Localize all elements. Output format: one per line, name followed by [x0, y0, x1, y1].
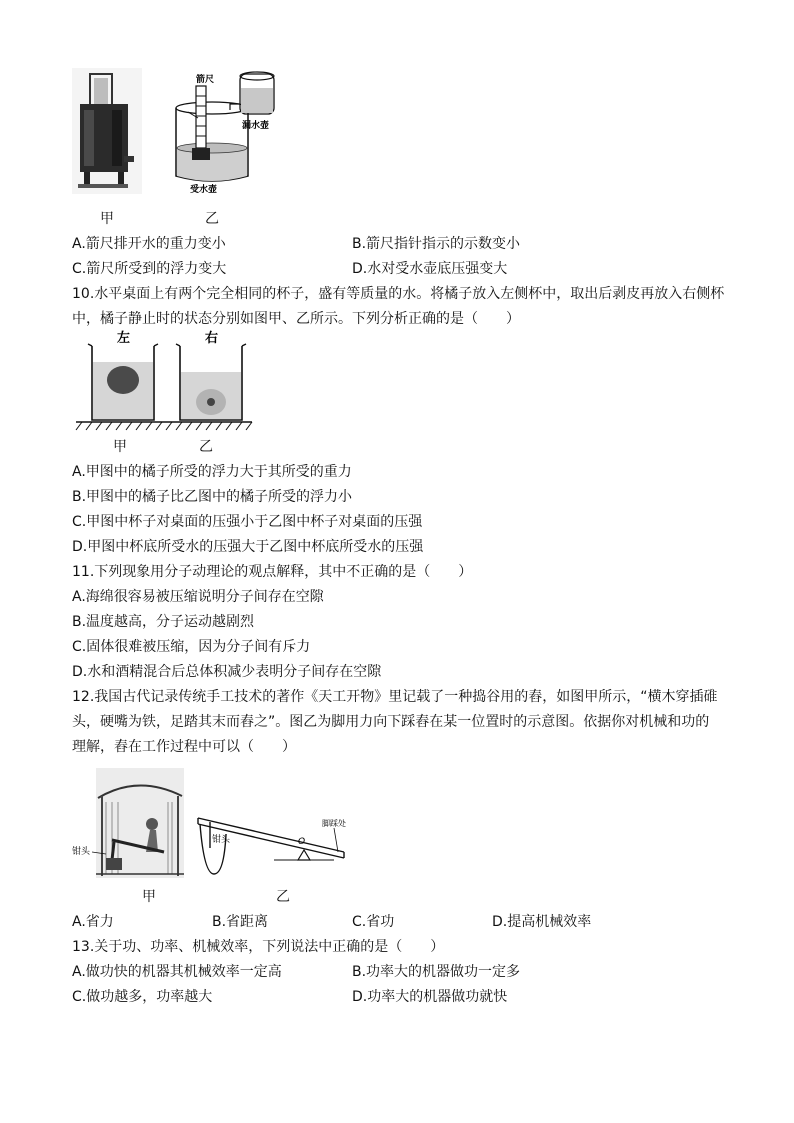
q11-option-b: B.温度越高，分子运动越剧烈	[72, 614, 255, 630]
q12-caption-yi: 乙	[276, 889, 290, 905]
q10-caption-yi: 乙	[199, 439, 213, 455]
q11-option-d: D.水和酒精混合后总体积减少表明分子间存在空隙	[72, 664, 382, 680]
q9-option-c: C.箭尺所受到的浮力变大	[72, 261, 227, 277]
q10-option-d: D.甲图中杯底所受水的压强大于乙图中杯底所受水的压强	[72, 539, 424, 555]
q13-option-d: D.功率大的机器做功就快	[352, 989, 508, 1005]
q11-option-a: A.海绵很容易被压缩说明分子间存在空隙	[72, 589, 324, 605]
q12-stem-line-3: 理解，舂在工作过程中可以（ ）	[72, 739, 296, 755]
q10-stem-line-1: 10.水平桌面上有两个完全相同的杯子，盛有等质量的水。将橘子放入左侧杯中，取出后剥皮再放入右侧杯	[72, 286, 725, 302]
q10-stem-line-2: 中，橘子静止时的状态分别如图甲、乙所示。下列分析正确的是（ ）	[72, 311, 520, 327]
q10-option-a: A.甲图中的橘子所受的浮力大于其所受的重力	[72, 464, 352, 480]
label-pivot-o: O	[298, 837, 306, 847]
label-right: 右	[205, 331, 219, 346]
label-foot: 脚踩处	[322, 819, 346, 828]
label-chui-tou-jia: 钳头	[72, 847, 91, 857]
q12-caption-jia: 甲	[142, 889, 156, 905]
q12-option-c: C.省功	[352, 914, 395, 930]
label-lou-shui-hu: 漏水壶	[242, 121, 270, 131]
q12-option-a: A.省力	[72, 914, 114, 930]
label-jian-chi: 箭尺	[196, 75, 215, 85]
q13-stem: 13.关于功、功率、机械效率，下列说法中正确的是（ ）	[72, 939, 445, 955]
q11-stem: 11.下列现象用分子动理论的观点解释，其中不正确的是（ ）	[72, 564, 473, 580]
q10-caption-jia: 甲	[113, 439, 127, 455]
q12-option-d: D.提高机械效率	[492, 914, 592, 930]
q12-figure-jia	[72, 768, 184, 878]
water-clock-diagram	[168, 68, 280, 194]
q9-option-a: A.箭尺排开水的重力变小	[72, 236, 226, 252]
q9-caption-yi: 乙	[205, 211, 219, 227]
water-clock-photo	[72, 68, 142, 194]
cups-diagram	[74, 330, 254, 434]
q12-figure-yi	[194, 808, 358, 880]
mortar-illustration	[72, 768, 184, 878]
q13-option-b: B.功率大的机器做功一定多	[352, 964, 521, 980]
q9-figure-yi	[168, 68, 280, 194]
q9-figure-jia	[72, 68, 142, 194]
q10-option-c: C.甲图中杯子对桌面的压强小于乙图中杯子对桌面的压强	[72, 514, 423, 530]
q9-caption-jia: 甲	[100, 211, 114, 227]
q9-option-d: D.水对受水壶底压强变大	[352, 261, 508, 277]
label-chui-tou-yi: 钳头	[212, 835, 231, 845]
q13-option-a: A.做功快的机器其机械效率一定高	[72, 964, 282, 980]
q12-stem-line-2: 头，硬嘴为铁，足踏其末而舂之”。图乙为脚用力向下踩舂在某一位置时的示意图。依据你对机械和功的	[72, 714, 710, 730]
label-shou-shui-hu: 受水壶	[190, 185, 218, 194]
q12-stem-line-1: 12.我国古代记录传统手工技术的著作《天工开物》里记载了一种捣谷用的舂，如图甲所示，“横木穿插碓	[72, 689, 718, 705]
q11-option-c: C.固体很难被压缩，因为分子间有斥力	[72, 639, 311, 655]
q10-option-b: B.甲图中的橘子比乙图中的橘子所受的浮力小	[72, 489, 353, 505]
q12-option-b: B.省距离	[212, 914, 269, 930]
label-left: 左	[117, 331, 131, 346]
lever-diagram	[194, 808, 358, 880]
q13-option-c: C.做功越多，功率越大	[72, 989, 213, 1005]
q9-option-b: B.箭尺指针指示的示数变小	[352, 236, 521, 252]
q10-figure	[74, 330, 254, 434]
